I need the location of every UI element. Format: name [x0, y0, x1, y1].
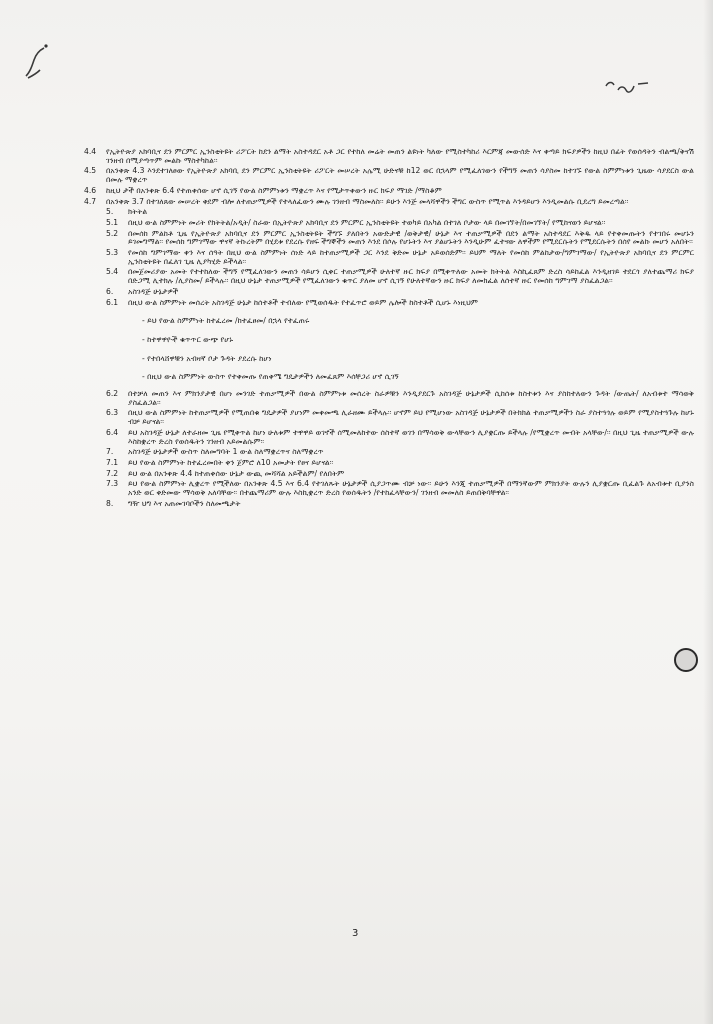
- clause-number: 6.: [106, 286, 114, 296]
- list-bullet-item: [142, 355, 694, 364]
- clause-number: 4.5: [84, 166, 97, 176]
- clause-text: ይህ አስገዳጅ ሁኔታ ለተራዘመ ጊዜ የሚቀጥል ከሆነ ሁለቱም ተዋዋይ ወገኖች ሰሚመለከተው ሰስተኛ ወገን በማሳወቅ ውላቸውን ሊያቋርጡ ይችላሉ /የሚቋረጥ መብት አላቸው/፡፡ በዚህ ጊዜ ተጠቃሚዎች ውሉ እስከቋረጥ ድረስ የወሰዱትን ገንዘብ አይመልሱም፡፡: [128, 427, 694, 446]
- clause-item: [106, 459, 694, 468]
- clause-item: [106, 500, 694, 509]
- clause-text: በዚህ ውል ስምምነት መሰረት አስገዳጅ ሁኔታ ከሰተቶች ተብለው የሚወሰዱት የተፈጥሮ ወይም ሌሎች ከስተቶች ሲሆኑ እነዚህም: [128, 297, 479, 307]
- clause-item: [106, 288, 694, 297]
- clause-number: 6.4: [106, 427, 119, 437]
- clause-item: [84, 187, 694, 196]
- handwritten-corner-mark: [604, 76, 650, 96]
- clause-text: በዚህ ውል ስምምነት ከተጠቃሚዎች የሚጠበቁ ግዴታዎች ያሆነም መቀመጫ ሊራዘሙ ይችላሉ፡፡ ሆኖም ይህ የሚሆነው አስገዳጅ ሁኔታዎች በትክክል ተጠቃሚዎችን ስራ ያስተጓጎሉ ወይም የሚያስተጓጉሉ ከሆኑ ብቻ ይሆናል፡፡: [128, 408, 694, 427]
- clause-number: 5.: [106, 207, 114, 217]
- clause-number: 7.3: [106, 479, 119, 489]
- pen-scribble-mark: [22, 42, 54, 80]
- clause-item: [106, 429, 694, 446]
- bullet-text: - ይህ የውል ስምምነት ከተፈረመ /ከተፈፀመ/ በኋላ የተፈጠሩ: [142, 316, 310, 326]
- clause-number: 7.: [106, 447, 114, 457]
- clause-text: ግዥ ህግ እና አጠመገባቦችን ስለመጫታት: [128, 498, 241, 508]
- clause-text: በአንቀጽ 3.7 በተገለጸው መሠረት ቀደም ብሎ ለተጠቃሚዎች የተላለፈውን ሙሉ ገንዘብ ማስመለስ፡፡ ይሁን እንጅ መላሻዋችን ችግር ውስጥ የሚጥል እንዳይሆን እንዲመልሱ ቢደረግ ይመረጣል፡፡: [106, 196, 629, 206]
- clause-number: 7.1: [106, 457, 119, 467]
- clause-number: 5.3: [106, 248, 119, 258]
- document-body: [84, 148, 694, 511]
- clause-item: [106, 249, 694, 266]
- clause-text: በተቻለ መጠን እና ምክንያታዊ በሆነ መንገድ ተጠቃሚዎች በውል ስምምነቱ መሰረት ስራዎቹን እንዲያደርጉ አስገዳጅ ሁኔታዎች ሲከሰቱ ከስተቱን እና ያስከተለውን ጉዳት /ውጤት/ ለአብቱተ ማሳወቅ ያስፈልጋል፡፡: [128, 389, 694, 407]
- clause-text: ከዚህ ታች በአንቀጽ 6.4 የተጠቀሰው ሆኖ ሲገኝ የውል ስምምነቱን ማቋረጥ እና የሚታጥቀውን ዙር ክፍያ ማገድ /ማስቆም: [106, 185, 442, 195]
- clause-text: በዚህ ውል ስምምነት መሪት የክትትል/አዲት/ ስራው በኢትዮጵያ አክባቢና ደን ምርምር ኢንስቲትዩት ተወካይ በአካል በተገለ ቦታው ላይ በመገኘት/በመገኘት/ የሚከናወን ይሆናል፡፡: [128, 217, 606, 227]
- list-bullet-item: [142, 317, 694, 326]
- clause-number: 5.1: [106, 217, 119, 227]
- bullet-text: - በዚህ ውል ስምምነት ውስጥ የተቀመጡ የጠቀሜ ግዴታዎችን ለመፈጸም እሰቸጋሪ ሆኖ ሲገኝ: [142, 372, 399, 382]
- clause-text: አስገዳጅ ሁኔታዎች ውስጥ ስለመግባት 1 ውል ስለማቋረጥና ስለማቋረጥ: [128, 447, 324, 457]
- clause-number: 8.: [106, 498, 114, 508]
- page-number: 3: [352, 928, 359, 939]
- bullet-text: - ከተዋዋዮች ቁጥጥር ውጭ የሆኑ: [142, 334, 234, 344]
- clause-number: 5.2: [106, 228, 119, 238]
- clause-item: [84, 167, 694, 184]
- list-bullet-item: [142, 373, 694, 382]
- clause-text: ይህ የውል ስምምነት ሊቋረጥ የሚችለው በአንቀጽ 4.5 እና 6.4 የተገለጹት ሁኔታዎች ሲያጋጥሙ ብቻ ነው፡፡ ይሁን እንጂ ተጠቃሚዎች በማንኛውም ምክንያት ውሉን ሊያቋርጡ ቢፈልጉ ለአብቱተ ቢያንስ አንድ ወር ቀድመው ማሳወቅ አለባቸው፡፡ በተጨማሪም ውሉ እስኪቋረጥ ድረስ የወሰዱትን /የተከፈላቸውን/ ገንዘብ መመለስ ይጠበቅባቸዋል፡፡: [128, 479, 694, 498]
- clause-number: 6.1: [106, 297, 119, 307]
- clause-text: አስገዳጅ ሁኔታዎች: [128, 286, 179, 296]
- clause-item: [84, 198, 694, 207]
- clause-text: በመሰከ ምልከቶ ጊዜ የኢትዮጵያ አክባቢና ደን ምርምር ኢንስቲትዩት ችግኙ ያለበትን አውድታዊ /ወቅታዊ/ ሁኔታ እና ተጠቃሚዎች በደን ልማት አስተዳደር እቅዱ ላይ የተቀመጡትን የተገበሩ መሆኑን ይገመግማል፡፡ የመሰከ ግምገማው ዋናኛ ትኩረትም በሂደቱ የደረሱ የዘፍ ችግኞችን መጠን እንደ በሶሉ የሆኑትን እና ያልሆኑትን እንዲሁም ፈተናው ለዋችም የሚደርሱትን የሚደርሱትን በሰየ መልኩ መሆን አለበት፡፡: [128, 228, 694, 247]
- clause-item: [106, 409, 694, 426]
- clause-item: [106, 390, 694, 407]
- clause-text: በመጀመሪያው አመት የተተከለው ችግኝ የሚፈለገውን መጠን ሳይሆን ሲቀር ተጠቃሚዎች ሁለተኛ ዙር ክፍያ በሚቀጥለው አመት ክትትል እስኪፈጸም ድረስ ሳይከፈል እንዲዘገይ ተደርጎ ያለተጨማሪ ክፍያ በድጋሚ ሊተክሉ /ሊያስመ/ ይችላሉ፡፡ በዚህ ሁኔታ ተጠቃሚዎች የሚፈለገውን ቁጥር ያለመ ሆኖ ሲገኝ የሁለተኛውን ዙር ክፍያ ለመክፈል ለሰተኛ ዙር የመሰከ ግምገማ ያስፈልጋል፡፡: [128, 267, 694, 286]
- clause-number: 6.2: [106, 389, 119, 399]
- clause-item: [106, 299, 694, 308]
- clause-number: 7.2: [106, 468, 119, 478]
- page-edge-shadow: [703, 0, 713, 1024]
- clause-number: 4.4: [84, 147, 97, 156]
- clause-item: [106, 448, 694, 457]
- clause-text: ይህ የውል ስምምነት ከተፈረመበት ቀን ጀምሮ ለ10 አመታት የፀና ይሆናል፡፡: [128, 457, 334, 467]
- clause-text: ይህ ውል በአንቀጽ 4.4 ከተጠቀሰው ሁኔታ ውጪ መሻሻል አይችልም/ የለበትም: [128, 468, 345, 478]
- list-bullet-item: [142, 336, 694, 345]
- clause-text: በአንቀጽ 4.3 እንደተገለፀው የኢትዮጵያ አክባቢ ደን ምርምር ኢንስቲትዩት ሪፖርት መሠረት አሌሚ ሁድናቹ ከ12 ወር በኋላም የሚፈለገውን የችግኝ መጠን ሳያስመ ከተገኙ የውል ስምምነቱን ጊዜው ሳያደርስ ውል በመሉ ማቋረጥ: [106, 166, 694, 185]
- clause-item: [106, 470, 694, 479]
- clause-item: [84, 148, 694, 165]
- clause-text: የመሰከ ግምገማው ቀን እና ሰዓት በዚህ ውል ስምምነት ሰነድ ላይ ከተጠቃሚዎች ጋር እንደ ቅድመ ሁኔታ አይወሰድም፡፡ ይህም ማለት የመሰከ ምልከታው/ግምገማው/ የኢትዮጵያ አክባቢና ደን ምርምር ኢንስቲትዩት በፈለገ ጊዜ ሊያካሂድ ይችላል፡፡: [128, 248, 694, 266]
- clause-item: [106, 208, 694, 217]
- clause-item: [106, 219, 694, 228]
- clause-number: 4.6: [84, 185, 97, 195]
- clause-text: የኢትዮጵያ አክባቢና ደን ምርምር ኢንስቲትዩት ሪፖርት ከደን ልማት አስተዳደር አቶ ጋር የተከለ መሬት መጠን ልዩነት ካለው የሚስተካከሪ እርምጃ መውሰድ እና ቀጣይ ክፍያዎችን ከዚህ በፊት የወሰዳትን ብልጫ/ቅናሽ ገንዘብ በሚያጣጥም መልኩ ማስተካከል፡፡: [106, 147, 694, 165]
- clause-number: 6.3: [106, 408, 119, 418]
- clause-text: ክትትል: [128, 207, 148, 217]
- clause-number: 5.4: [106, 267, 119, 277]
- bullet-text: - የተበላሸዋቹን አብዛኛ ቦታ ጉዳት ያደረሱ ከሆነ: [142, 353, 272, 363]
- clause-item: [106, 230, 694, 247]
- clause-item: [106, 268, 694, 285]
- clause-item: [106, 480, 694, 497]
- binder-hole-icon: [674, 648, 698, 672]
- clause-number: 4.7: [84, 196, 97, 206]
